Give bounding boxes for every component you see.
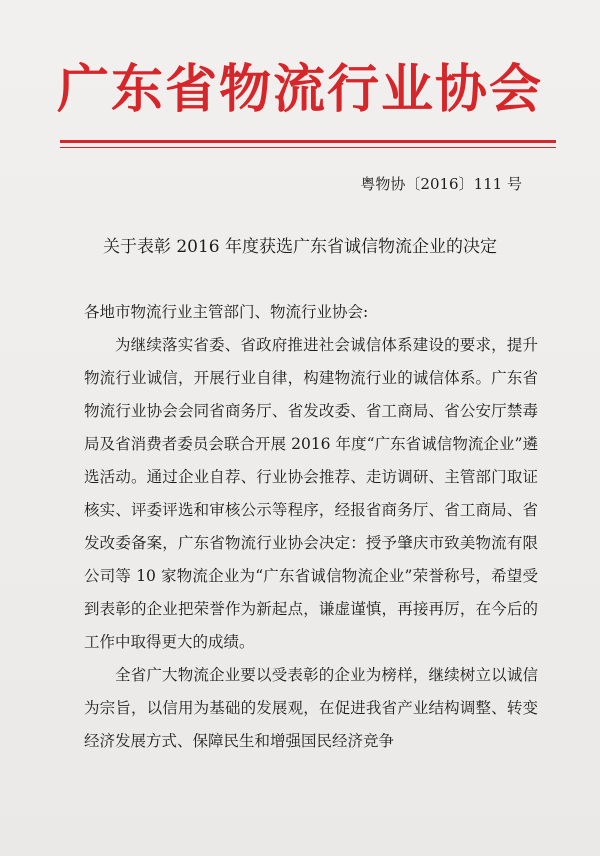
body-paragraph-2: 全省广大物流企业要以受表彰的企业为榜样，继续树立以诚信为宗旨，以信用为基础的发展观，在促进我省产业结构调整、转变经济发展方式、保障民生和增强国民经济竞争 <box>84 666 538 750</box>
document-number: 粤物协〔2016〕111 号 <box>360 175 522 193</box>
salutation: 各地市物流行业主管部门、物流行业协会: <box>84 303 369 321</box>
letterhead-rule-thin <box>60 147 556 148</box>
document-body <box>84 296 538 758</box>
document-title: 关于表彰 2016 年度获选广东省诚信物流企业的决定 <box>102 237 498 257</box>
letterhead-rule-thick <box>60 140 556 143</box>
letterhead-org-name: 广东省物流行业协会 <box>56 59 543 120</box>
body-paragraph-1: 为继续落实省委、省政府推进社会诚信体系建设的要求，提升物流行业诚信，开展行业自律，构建物流行业的诚信体系。广东省物流行业协会会同省商务厅、省发改委、省工商局、省公安厅禁毒局及省消费者委员会联合开展 2016 年度“广东省诚信物流企业”遴选活动。通过企业自荐、行业协会推荐、走访调研、主管部门取证核实、评委评选和审核公示等程序，经报省商务厅、省工商局、省发改委备案，广东省物流行业协会决定：授予肇庆市致美物流有限公司等 10 家物流企业为“广东省诚信物流企业”荣誉称号，希望受到表彰的企业把荣誉作为新起点，谦虚谨慎，再接再厉，在今后的工作中取得更大的成绩。 <box>84 336 538 651</box>
